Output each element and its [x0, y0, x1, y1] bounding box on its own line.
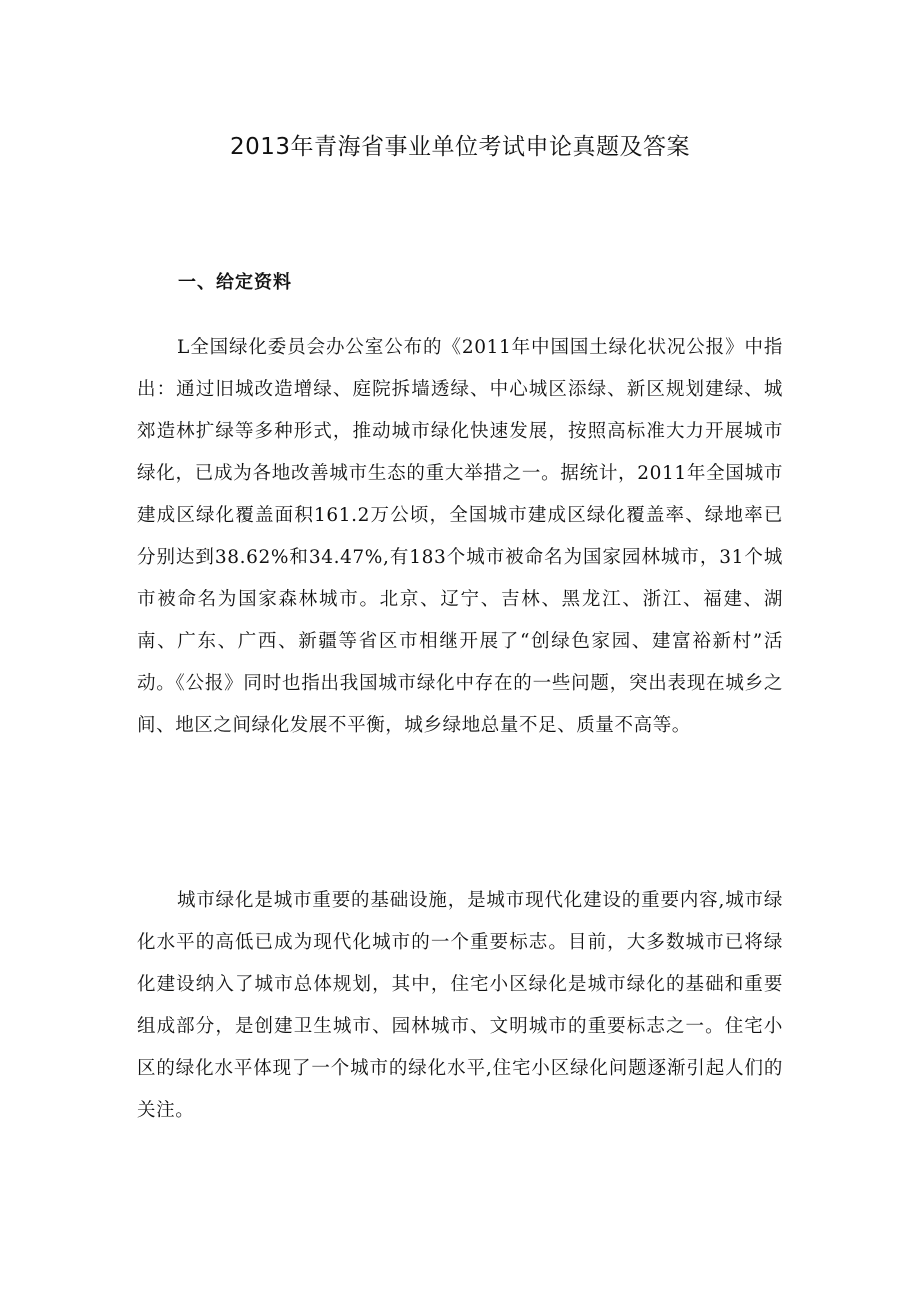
document-title: 2013年青海省事业单位考试申论真题及答案 [229, 134, 691, 160]
paragraph-2: 城市绿化是城市重要的基础设施，是城市现代化建设的重要内容,城市绿化水平的高低已成为现代化城市的一个重要标志。目前，大多数城市已将绿化建设纳入了城市总体规划，其中，住宅小区绿化是城市绿化的基础和重要组成部分，是创建卫生城市、园林城市、文明城市的重要标志之一。住宅小区的绿化水平体现了一个城市的绿化水平,住宅小区绿化问题逐渐引起人们的关注。 [137, 890, 783, 1121]
section-heading: 一、给定资料 [178, 272, 292, 293]
paragraph-1: L全国绿化委员会办公室公布的《2011年中国国土绿化状况公报》中指出：通过旧城改造增绿、庭院拆墙透绿、中心城区添绿、新区规划建绿、城郊造林扩绿等多种形式，推动城市绿化快速发展，按照高标准大力开展城市绿化，已成为各地改善城市生态的重大举措之一。据统计，2011年全国城市建成区绿化覆盖面积161.2万公顷，全国城市建成区绿化覆盖率、绿地率已分别达到38.62%和34.47%,有183个城市被命名为国家园林城市，31个城市被命名为国家森林城市。北京、辽宁、吉林、黑龙江、浙江、福建、湖南、广东、广西、新疆等省区市相继开展了“创绿色家园、建富裕新村”活动。《公报》同时也指出我国城市绿化中存在的一些问题，突出表现在城乡之间、地区之间绿化发展不平衡，城乡绿地总量不足、质量不高等。 [137, 337, 783, 736]
